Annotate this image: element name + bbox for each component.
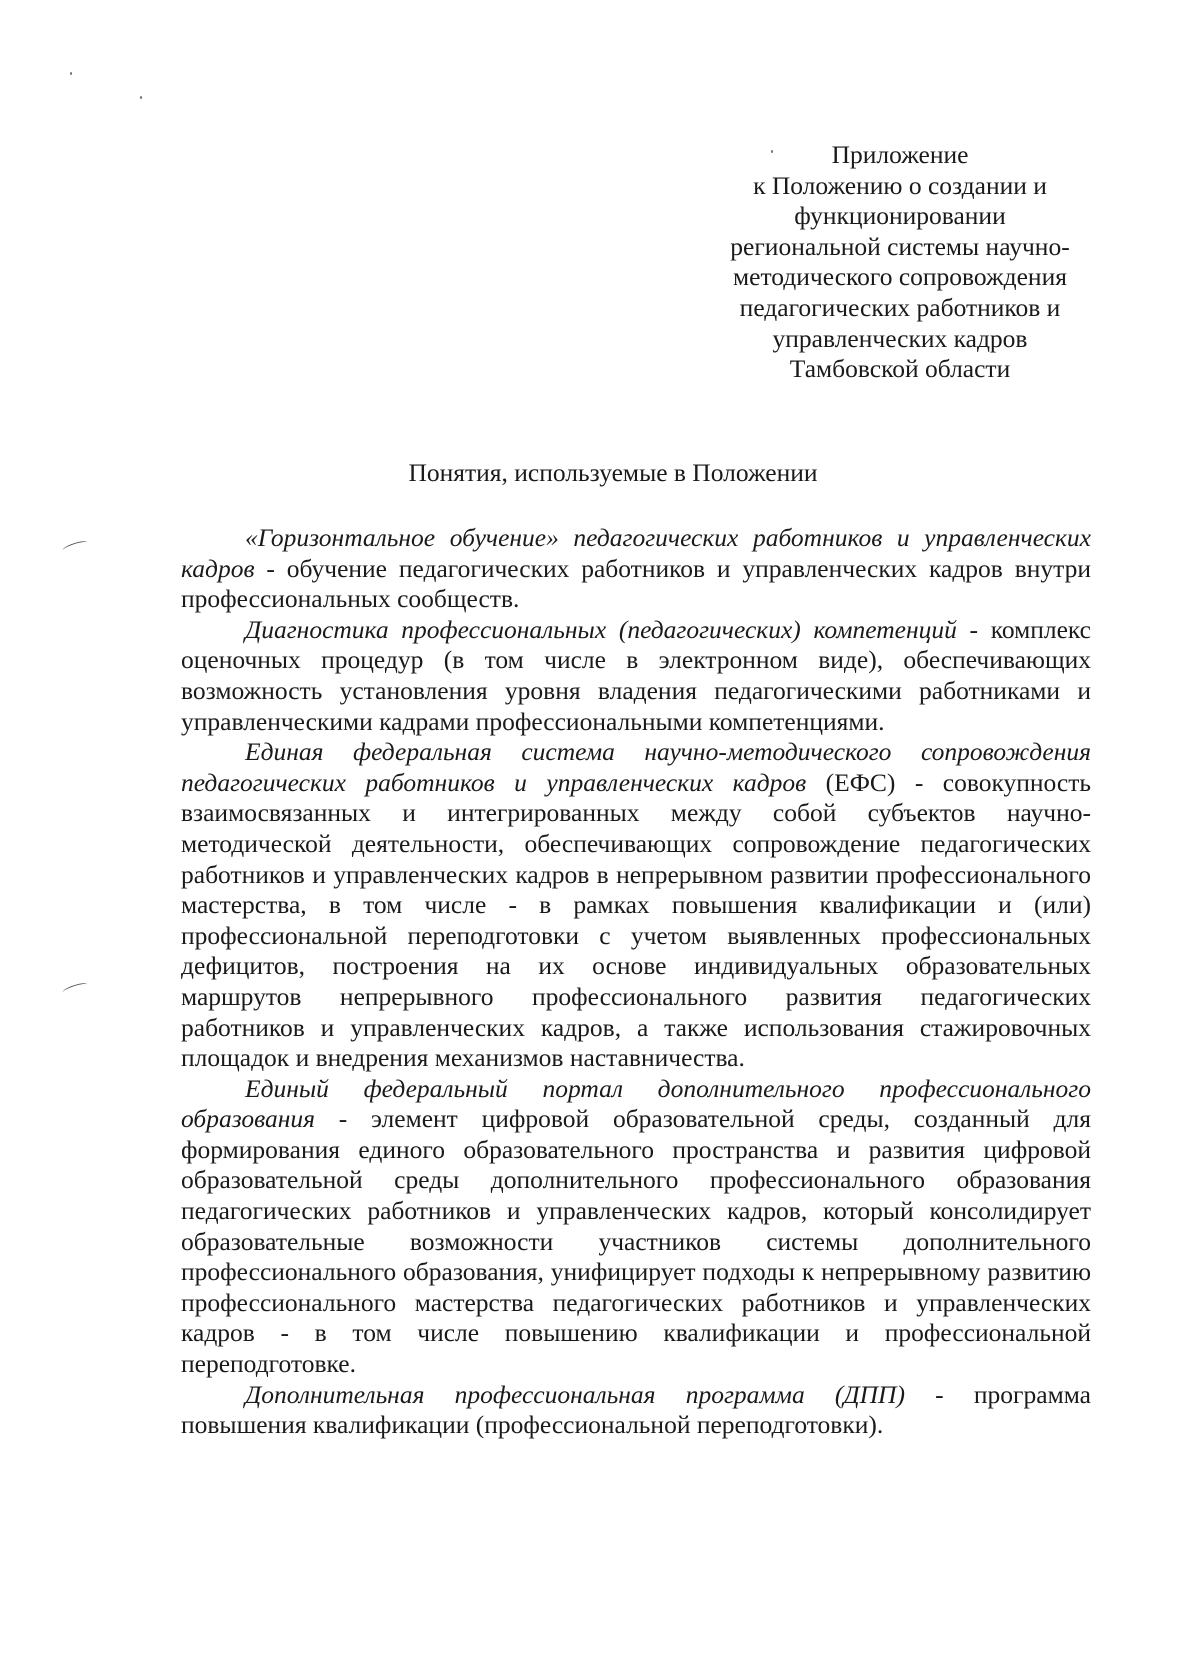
definition-text: - комплекс оценочных процедур (в том числе в электронном виде), обеспечивающих возможность установления уровня владения педагогическими работниками и управленческими кадрами профессиональными компетенциями. [181,614,1091,736]
scan-artifact [62,981,89,996]
definition-paragraph [181,737,1091,1074]
appendix-line: Приложение [831,140,969,169]
definition-paragraph [181,615,1091,737]
definition-term: Дополнительная профессиональная программа (ДПП) [245,1379,905,1409]
appendix-header [700,140,1100,385]
definition-term: «Горизонтальное обучение» педагогических работников и управленческих кадров [181,523,1091,583]
scan-artifact [62,539,89,554]
appendix-line: педагогических работников и [739,292,1061,322]
appendix-line: региональной системы научно- [730,231,1070,261]
scan-speck [140,96,142,99]
scan-speck [70,72,72,75]
definition-paragraph [181,1074,1091,1380]
definition-paragraph [181,1380,1091,1441]
appendix-line: управленческих кадров [772,323,1028,353]
definition-text: - элемент цифровой образовательной среды, созданный для формирования единого образовательного пространства и развития цифровой образовательной среды дополнительного профессионального образования педагогических работников и управленческих кадров, который консолидирует образовательные возможности участников системы дополнительного профессионального образования, унифицирует подходы к непрерывному развитию профессионального мастерства педагогических работников и управленческих кадров - в том числе повышению квалификации и профессиональной переподготовке. [181,1104,1091,1379]
appendix-line: функционировании [794,201,1006,231]
appendix-line: методического сопровождения [733,262,1067,292]
definition-term: Диагностика профессиональных (педагогических) компетенций [245,614,957,644]
definition-text: - обучение педагогических работников и управленческих кадров внутри профессиональных сообществ. [181,553,1091,614]
definition-term: Единая федеральная система научно-методического сопровождения педагогических работников и управленческих кадров [181,737,1091,797]
document-title: Понятия, используемые в Положении [408,458,818,487]
appendix-line: к Положению о создании и [753,170,1047,200]
definition-term: Единый федеральный портал дополнительного профессионального образования [181,1073,1091,1134]
definitions-list [181,523,1091,1441]
scan-speck [771,150,773,153]
appendix-line: Тамбовской области [789,354,1011,384]
definition-paragraph [181,523,1091,615]
definition-text: - программа повышения квалификации (профессиональной переподготовки). [181,1379,1091,1440]
definition-text: (ЕФС) - совокупность взаимосвязанных и интегрированных между собой субъектов научно-методической деятельности, обеспечивающих сопровождение педагогических работников и управленческих кадров в непрерывном развитии профессионального мастерства, в том числе - в рамках повышения квалификации и (или) профессиональной переподготовки с учетом выявленных профессиональных дефицитов, построения на их основе индивидуальных образовательных маршрутов непрерывного профессионального развития педагогических работников и управленческих кадров, а также использования стажировочных площадок и внедрения механизмов наставничества. [181,767,1091,1073]
